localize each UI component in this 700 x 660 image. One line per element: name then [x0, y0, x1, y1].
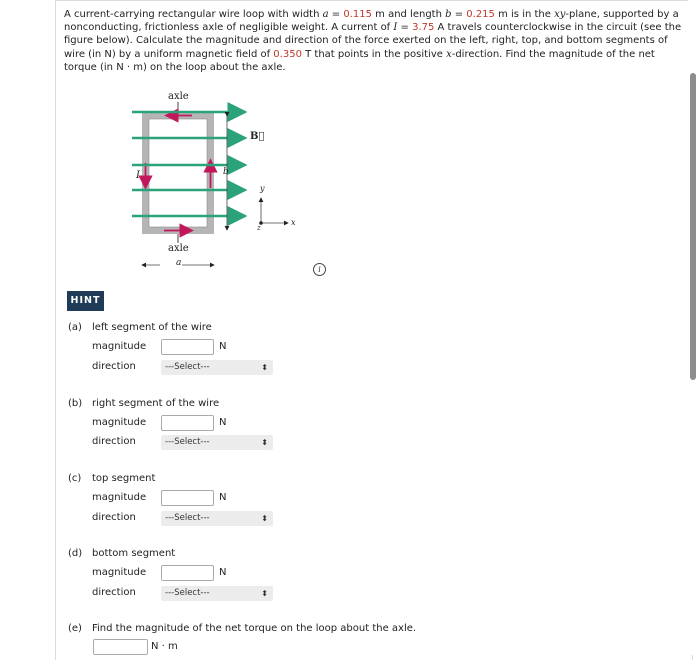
x-axis-label: x	[291, 218, 296, 227]
unit-label: N	[219, 417, 227, 428]
part-e	[68, 623, 468, 639]
part-title: right segment of the wire	[92, 398, 220, 409]
unit-label: N	[219, 492, 227, 503]
direction-label: direction	[92, 361, 136, 372]
direction-select[interactable]: ---Select--- ⬍	[161, 586, 273, 601]
info-icon[interactable]: i	[313, 263, 326, 276]
direction-select[interactable]: ---Select--- ⬍	[161, 435, 273, 450]
field-label: B⃗	[250, 131, 265, 142]
magnitude-label: magnitude	[92, 492, 147, 503]
select-chevron-icon: ⬍	[261, 363, 268, 372]
select-chevron-icon: ⬍	[261, 438, 268, 447]
current-label: I	[136, 170, 140, 181]
axle-top-label: axle	[168, 91, 189, 102]
direction-label: direction	[92, 512, 136, 523]
unit-label: N	[219, 341, 227, 352]
magnitude-input[interactable]	[161, 490, 214, 506]
direction-label: direction	[92, 587, 136, 598]
magnitude-label: magnitude	[92, 417, 147, 428]
magnitude-input[interactable]	[161, 415, 214, 431]
part-d	[68, 548, 398, 608]
hint-button[interactable]: HINT	[67, 291, 104, 311]
direction-select[interactable]: ---Select--- ⬍	[161, 360, 273, 375]
magnitude-input[interactable]	[161, 339, 214, 355]
y-axis-label: y	[260, 184, 265, 193]
problem-statement: A current-carrying rectangular wire loop with width a = 0.115 m and length b = 0.215 m is in the xy-plane, supported by a nonconducting, frictionless axle of negligible weight. A current of I = 3.75 A travels counterclockwise in the circuit (see the figure below). Calculate the magnitude and direction of the force exerted on the left, right, top, and bottom segments of wire (in N) by a uniform magnetic field of 0.350 T that points in the positive x-direction. Find the magnitude of the net torque (in N · m) on the loop about the axle.	[64, 9, 682, 73]
part-title: bottom segment	[92, 548, 176, 559]
width-label: a	[176, 258, 182, 268]
torque-input[interactable]	[93, 639, 148, 655]
scrollbar-thumb[interactable]	[690, 73, 696, 380]
select-chevron-icon: ⬍	[261, 514, 268, 523]
direction-label: direction	[92, 436, 136, 447]
figure-drawing	[120, 88, 350, 278]
part-letter: (d)	[68, 548, 83, 559]
part-letter: (a)	[68, 322, 82, 333]
magnitude-label: magnitude	[92, 341, 147, 352]
part-c	[68, 473, 398, 533]
part-title: top segment	[92, 473, 156, 484]
part-title: left segment of the wire	[92, 322, 212, 333]
axle-bottom-label: axle	[168, 243, 189, 254]
length-label: b	[223, 167, 229, 177]
magnitude-input[interactable]	[161, 565, 214, 581]
select-chevron-icon: ⬍	[261, 589, 268, 598]
z-axis-label: z	[257, 224, 261, 232]
part-b	[68, 398, 398, 458]
direction-select[interactable]: ---Select--- ⬍	[161, 511, 273, 526]
part-letter: (c)	[68, 473, 82, 484]
torque-unit-label: N · m	[151, 641, 178, 652]
part-letter: (e)	[68, 623, 82, 634]
loop-figure	[120, 88, 350, 278]
part-letter: (b)	[68, 398, 83, 409]
magnitude-label: magnitude	[92, 567, 147, 578]
part-title: Find the magnitude of the net torque on the loop about the axle.	[92, 623, 417, 634]
unit-label: N	[219, 567, 227, 578]
part-a	[68, 322, 398, 382]
